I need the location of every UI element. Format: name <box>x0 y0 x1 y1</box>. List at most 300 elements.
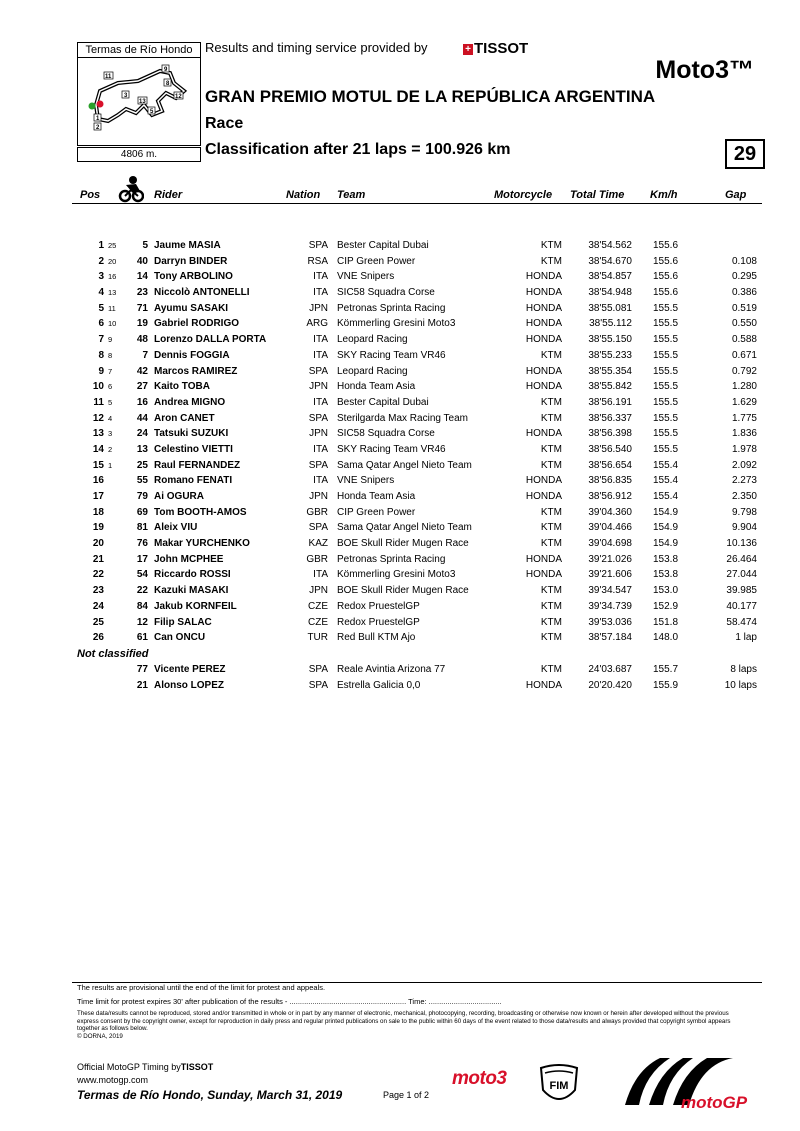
total-time-cell: 38'57.184 <box>588 632 632 644</box>
motorcycle-cell: HONDA <box>525 302 562 314</box>
map-label: 11 <box>105 74 112 80</box>
rider-name-cell: Gabriel RODRIGO <box>154 318 240 330</box>
circuit-name: Termas de Río Hondo <box>77 42 201 58</box>
speed-cell: 155.5 <box>653 318 679 330</box>
points-cell: 2 <box>108 444 113 454</box>
nation-cell: ARG <box>306 318 328 330</box>
rider-number-cell: 27 <box>136 381 148 393</box>
gap-cell: 58.474 <box>726 616 757 628</box>
gap-cell: 39.985 <box>726 585 757 597</box>
motorcycle-cell: KTM <box>540 459 562 471</box>
rider-number-cell: 17 <box>136 553 148 565</box>
table-row <box>0 662 800 678</box>
nation-cell: ITA <box>313 443 328 455</box>
rider-name-cell: Filip SALAC <box>154 616 212 628</box>
website-link[interactable]: www.motogp.com <box>77 1075 149 1085</box>
team-cell: VNE Snipers <box>337 271 395 283</box>
team-cell: SKY Racing Team VR46 <box>337 349 446 361</box>
table-row <box>0 520 800 536</box>
rider-number-cell: 16 <box>136 396 148 408</box>
gap-cell: 2.350 <box>731 491 757 502</box>
team-cell: Reale Avintia Arizona 77 <box>337 663 446 675</box>
not-classified-heading <box>0 646 800 662</box>
rider-name-cell: Alonso LOPEZ <box>154 679 224 691</box>
position-cell: 19 <box>92 522 104 534</box>
gap-cell: 9.904 <box>731 522 757 534</box>
table-row <box>0 238 800 254</box>
total-time-cell: 39'21.026 <box>588 553 632 565</box>
rider-number-cell: 69 <box>136 506 148 518</box>
position-cell: 5 <box>98 302 104 314</box>
rider-number-cell: 23 <box>136 287 148 299</box>
team-cell: BOE Skull Rider Mugen Race <box>337 538 469 550</box>
circuit-length: 4806 m. <box>77 147 201 162</box>
total-time-cell: 38'55.150 <box>588 334 632 346</box>
table-row <box>0 489 800 505</box>
speed-cell: 155.5 <box>653 349 679 361</box>
moto3-logo: moto3 <box>452 1068 507 1089</box>
classification-title: Classification after 21 laps = 100.926 km <box>205 141 511 158</box>
fim-logo <box>537 1064 581 1106</box>
team-cell: Bester Capital Dubai <box>337 240 429 251</box>
speed-cell: 155.5 <box>653 302 679 314</box>
team-cell: Honda Team Asia <box>337 491 416 502</box>
rider-name-cell: Kaito TOBA <box>154 381 210 393</box>
rider-number-cell: 55 <box>136 475 148 487</box>
position-cell: 15 <box>92 459 104 471</box>
position-cell: 18 <box>92 506 104 518</box>
total-time-cell: 38'55.112 <box>589 318 632 330</box>
rider-name-cell: Kazuki MASAKI <box>154 585 229 597</box>
gap-cell: 1.775 <box>731 412 757 424</box>
team-cell: Sama Qatar Angel Nieto Team <box>337 522 472 534</box>
position-cell: 7 <box>98 334 104 346</box>
team-cell: Kömmerling Gresini Moto3 <box>337 569 456 581</box>
speed-cell: 155.5 <box>653 381 679 393</box>
total-time-cell: 39'34.547 <box>588 585 632 597</box>
team-cell: Sama Qatar Angel Nieto Team <box>337 459 472 471</box>
map-label: 12 <box>175 94 182 100</box>
table-row <box>0 364 800 380</box>
motorcycle-cell: HONDA <box>525 475 562 487</box>
table-row <box>0 567 800 583</box>
motorcycle-cell: KTM <box>540 443 562 455</box>
speed-cell: 153.0 <box>653 585 679 597</box>
position-cell: 13 <box>92 428 104 440</box>
position-cell: 4 <box>98 287 104 299</box>
map-label: 3 <box>124 93 128 99</box>
rider-number-cell: 81 <box>136 522 148 534</box>
timing-service-text: Results and timing service provided by <box>205 40 428 55</box>
team-cell: VNE Snipers <box>337 475 395 487</box>
team-cell: SIC58 Squadra Corse <box>337 287 435 299</box>
speed-cell: 154.9 <box>653 506 679 518</box>
points-cell: 16 <box>108 272 117 282</box>
rider-name-cell: Romano FENATI <box>154 475 233 487</box>
tissot-logo <box>463 40 528 57</box>
speed-cell: 155.5 <box>653 365 679 377</box>
nation-cell: ITA <box>313 349 328 361</box>
position-cell: 24 <box>92 600 104 612</box>
total-time-cell: 39'53.036 <box>588 616 632 628</box>
gap-cell: 27.044 <box>726 569 757 581</box>
team-cell: Petronas Sprinta Racing <box>337 302 446 314</box>
rider-number-cell: 48 <box>136 334 148 346</box>
col-pos: Pos <box>80 189 101 201</box>
circuit-map-drawing <box>78 43 200 145</box>
nation-cell: SPA <box>308 663 328 675</box>
rider-name-cell: Riccardo ROSSI <box>154 569 231 581</box>
location-date: Termas de Río Hondo, Sunday, March 31, 2019 <box>77 1088 343 1102</box>
motorcycle-cell: KTM <box>540 412 562 424</box>
nation-cell: ITA <box>313 396 328 408</box>
rider-name-cell: Darryn BINDER <box>154 255 228 267</box>
copyright-notice <box>77 1010 747 1040</box>
nation-cell: JPN <box>309 381 328 393</box>
gap-cell: 0.295 <box>731 271 757 283</box>
rider-number-cell: 76 <box>136 538 148 550</box>
rider-number-cell: 61 <box>136 632 148 644</box>
gap-cell: 2.092 <box>731 459 757 471</box>
nation-cell: ITA <box>313 475 328 487</box>
total-time-cell: 38'56.654 <box>588 459 632 471</box>
speed-cell: 155.5 <box>653 396 679 408</box>
team-cell: Bester Capital Dubai <box>337 396 429 408</box>
gap-cell: 1 lap <box>735 632 757 644</box>
category-title: Moto3™ <box>655 56 754 84</box>
map-label: 9 <box>164 67 168 73</box>
speed-cell: 153.8 <box>653 569 679 581</box>
total-time-cell: 38'55.233 <box>588 349 632 361</box>
table-row <box>0 630 800 646</box>
team-cell: Honda Team Asia <box>337 381 416 393</box>
rider-number-cell: 79 <box>136 491 148 502</box>
points-cell: 6 <box>108 382 113 392</box>
table-row <box>0 348 800 364</box>
rider-name-cell: Jakub KORNFEIL <box>154 600 237 612</box>
team-cell: Redox PruestelGP <box>337 616 420 628</box>
gap-cell: 9.798 <box>731 506 757 518</box>
gap-cell: 1.978 <box>731 443 757 455</box>
gap-cell: 40.177 <box>726 600 757 612</box>
rider-number-cell: 71 <box>136 302 148 314</box>
rider-number-cell: 24 <box>136 428 148 440</box>
rider-number-cell: 7 <box>142 349 148 361</box>
total-time-cell: 38'56.398 <box>588 428 632 440</box>
points-cell: 25 <box>108 241 117 250</box>
gap-cell: 0.108 <box>731 255 757 267</box>
position-cell: 2 <box>98 255 104 267</box>
col-gap: Gap <box>725 189 747 201</box>
position-cell: 25 <box>92 616 104 628</box>
rider-name-cell: Ayumu SASAKI <box>154 302 229 314</box>
map-label: 13 <box>139 99 146 105</box>
points-cell: 7 <box>108 366 113 376</box>
motorcycle-cell: HONDA <box>525 553 562 565</box>
rider-number-cell: 22 <box>136 585 148 597</box>
rider-number-cell: 77 <box>136 663 148 675</box>
table-row <box>0 379 800 395</box>
total-time-cell: 20'20.420 <box>588 679 632 691</box>
speed-cell: 155.4 <box>653 475 679 487</box>
table-row <box>0 285 800 301</box>
table-row <box>0 426 800 442</box>
motorcycle-cell: KTM <box>540 522 562 534</box>
official-timing-text: Official MotoGP Timing by <box>77 1062 181 1072</box>
motorcycle-cell: KTM <box>540 538 562 550</box>
table-row <box>0 301 800 317</box>
total-time-cell: 38'56.191 <box>588 396 632 408</box>
table-row <box>0 442 800 458</box>
total-time-cell: 38'54.562 <box>588 240 632 251</box>
table-row <box>0 583 800 599</box>
rider-number-cell: 42 <box>136 365 148 377</box>
position-cell: 8 <box>98 349 104 361</box>
total-time-cell: 38'54.857 <box>588 271 632 283</box>
motorcycle-cell: HONDA <box>525 491 562 502</box>
position-cell: 1 <box>98 240 104 251</box>
motorcycle-cell: HONDA <box>525 287 562 299</box>
motorcycle-cell: HONDA <box>525 365 562 377</box>
map-label: 2 <box>96 125 100 131</box>
header-divider <box>72 203 762 204</box>
nation-cell: SPA <box>308 240 328 251</box>
rider-number-cell: 44 <box>136 412 148 424</box>
team-cell: Sterilgarda Max Racing Team <box>337 412 468 424</box>
nation-cell: SPA <box>308 679 328 691</box>
map-label: 1 <box>96 116 100 122</box>
gap-cell: 10.136 <box>726 538 757 550</box>
total-time-cell: 39'04.360 <box>588 506 632 518</box>
gap-cell: 1.280 <box>731 381 757 393</box>
nation-cell: ITA <box>313 569 328 581</box>
rider-number-cell: 14 <box>136 271 148 283</box>
col-kmh: Km/h <box>650 189 678 201</box>
table-row <box>0 678 800 694</box>
nation-cell: CZE <box>308 600 328 612</box>
rider-name-cell: Tom BOOTH-AMOS <box>154 506 247 518</box>
nation-cell: GBR <box>306 506 328 518</box>
total-time-cell: 38'56.337 <box>588 412 632 424</box>
laps-count-box: 29 <box>725 139 765 169</box>
rider-name-cell: Dennis FOGGIA <box>154 349 230 361</box>
points-cell: 20 <box>108 256 117 266</box>
total-time-cell: 39'21.606 <box>588 569 632 581</box>
nation-cell: ITA <box>313 271 328 283</box>
motorcycle-cell: KTM <box>540 585 562 597</box>
position-cell: 12 <box>92 412 104 424</box>
motorcycle-cell: KTM <box>540 616 562 628</box>
motorcycle-cell: HONDA <box>525 334 562 346</box>
speed-cell: 155.6 <box>653 287 679 299</box>
nation-cell: JPN <box>309 302 328 314</box>
provisional-notice: The results are provisional until the end of the limit for protest and appeals. <box>77 983 326 992</box>
gap-cell: 0.588 <box>731 334 757 346</box>
rider-number-cell: 12 <box>136 616 148 628</box>
position-cell: 23 <box>92 585 104 597</box>
motorcycle-cell: HONDA <box>525 318 562 330</box>
points-cell: 3 <box>108 429 113 439</box>
official-timing <box>77 1062 213 1072</box>
col-total-time: Total Time <box>570 189 625 201</box>
official-timing-brand: TISSOT <box>180 1062 214 1072</box>
position-cell: 20 <box>92 538 104 550</box>
speed-cell: 155.5 <box>653 428 679 440</box>
col-motorcycle: Motorcycle <box>494 189 553 201</box>
motorcycle-cell: HONDA <box>525 569 562 581</box>
nation-cell: CZE <box>308 616 328 628</box>
table-row <box>0 411 800 427</box>
rider-name-cell: John MCPHEE <box>154 553 224 565</box>
total-time-cell: 38'54.948 <box>588 287 632 299</box>
motorcycle-cell: KTM <box>540 396 562 408</box>
motorcycle-cell: KTM <box>540 663 562 675</box>
not-classified-rows <box>0 662 800 693</box>
rider-number-cell: 84 <box>136 600 148 612</box>
points-cell: 8 <box>108 350 113 360</box>
gap-cell: 0.519 <box>731 302 757 314</box>
speed-cell: 151.8 <box>653 616 679 628</box>
speed-cell: 155.4 <box>653 459 679 471</box>
speed-cell: 154.9 <box>653 538 679 550</box>
position-cell: 26 <box>92 632 104 644</box>
motogp-logo <box>615 1050 765 1112</box>
nation-cell: ITA <box>313 334 328 346</box>
team-cell: Redox PruestelGP <box>337 600 420 612</box>
team-cell: Leopard Racing <box>337 365 408 377</box>
tissot-logo-text: TISSOT <box>474 40 529 57</box>
gap-cell: 2.273 <box>731 475 757 487</box>
team-cell: SKY Racing Team VR46 <box>337 443 446 455</box>
nation-cell: SPA <box>308 365 328 377</box>
rider-name-cell: Can ONCU <box>154 632 206 644</box>
motorcycle-cell: KTM <box>540 632 562 644</box>
rider-name-cell: Makar YURCHENKO <box>154 538 250 550</box>
map-label: 5 <box>150 109 154 115</box>
total-time-cell: 38'55.081 <box>588 302 632 314</box>
total-time-cell: 38'56.835 <box>588 475 632 487</box>
gap-cell: 0.550 <box>731 318 757 330</box>
protest-limit-line: Time limit for protest expires 30' after publication of the results - ........................................................ Time: ................................... <box>77 997 502 1006</box>
event-title: GRAN PREMIO MOTUL DE LA REPÚBLICA ARGENTINA <box>205 87 656 106</box>
points-cell: 13 <box>108 288 117 298</box>
rider-number-cell: 40 <box>136 255 148 267</box>
nation-cell: RSA <box>307 255 328 267</box>
table-row <box>0 505 800 521</box>
copyright-symbol: © DORNA, 2019 <box>77 1032 123 1040</box>
position-cell: 11 <box>93 396 104 408</box>
table-row <box>0 552 800 568</box>
points-cell: 4 <box>108 413 113 423</box>
session-title: Race <box>205 115 244 132</box>
speed-cell: 155.6 <box>653 255 679 267</box>
nation-cell: KAZ <box>308 538 328 550</box>
rider-name-cell: Vicente PEREZ <box>154 663 226 675</box>
rider-number-cell: 19 <box>136 318 148 330</box>
rider-name-cell: Tatsuki SUZUKI <box>154 428 229 440</box>
speed-cell: 153.8 <box>653 553 679 565</box>
nation-cell: JPN <box>309 491 328 502</box>
nation-cell: SPA <box>308 412 328 424</box>
rider-number-cell: 25 <box>136 459 148 471</box>
total-time-cell: 39'34.739 <box>588 600 632 612</box>
speed-cell: 155.5 <box>653 334 679 346</box>
rider-name-cell: Raul FERNANDEZ <box>154 459 241 471</box>
gap-cell: 1.629 <box>731 396 757 408</box>
team-cell: BOE Skull Rider Mugen Race <box>337 585 469 597</box>
rider-name-cell: Lorenzo DALLA PORTA <box>154 334 267 346</box>
table-row <box>0 254 800 270</box>
speed-cell: 155.6 <box>653 240 679 251</box>
position-cell: 9 <box>98 365 104 377</box>
gap-cell: 26.464 <box>726 553 757 565</box>
gap-cell: 1.836 <box>731 428 757 440</box>
rider-name-cell: Marcos RAMIREZ <box>154 365 238 377</box>
rider-name-cell: Jaume MASIA <box>154 240 221 251</box>
table-row <box>0 599 800 615</box>
results-table <box>0 238 800 693</box>
classified-rows <box>0 238 800 646</box>
table-row <box>0 395 800 411</box>
not-classified-label: Not classified <box>77 647 149 660</box>
position-cell: 21 <box>92 553 104 565</box>
points-cell: 9 <box>108 335 113 345</box>
speed-cell: 154.9 <box>653 522 679 534</box>
position-cell: 16 <box>92 475 104 487</box>
points-cell: 11 <box>108 303 116 313</box>
rider-number-cell: 5 <box>142 240 148 251</box>
motorcycle-cell: HONDA <box>525 679 562 691</box>
motorcycle-cell: KTM <box>540 255 562 267</box>
total-time-cell: 38'56.540 <box>588 443 632 455</box>
team-cell: CIP Green Power <box>337 506 416 518</box>
motorcycle-cell: KTM <box>540 240 562 251</box>
points-cell: 10 <box>108 319 117 329</box>
nation-cell: JPN <box>309 428 328 440</box>
nation-cell: ITA <box>313 287 328 299</box>
table-row <box>0 615 800 631</box>
rider-name-cell: Tony ARBOLINO <box>154 271 233 283</box>
points-cell: 1 <box>108 460 113 470</box>
col-team: Team <box>337 189 366 201</box>
rider-number-cell: 21 <box>136 679 148 691</box>
nation-cell: SPA <box>308 522 328 534</box>
col-nation: Nation <box>286 189 321 201</box>
team-cell: CIP Green Power <box>337 255 416 267</box>
team-cell: Petronas Sprinta Racing <box>337 553 446 565</box>
speed-cell: 155.9 <box>653 679 679 691</box>
rider-name-cell: Celestino VIETTI <box>154 443 233 455</box>
nation-cell: GBR <box>306 553 328 565</box>
gap-cell: 10 laps <box>724 679 757 691</box>
speed-cell: 148.0 <box>653 632 679 644</box>
rider-name-cell: Andrea MIGNO <box>154 396 226 408</box>
rider-number-cell: 54 <box>136 569 148 581</box>
team-cell: Estrella Galicia 0,0 <box>337 679 421 691</box>
position-cell: 10 <box>92 381 104 393</box>
rider-name-cell: Aron CANET <box>154 412 215 424</box>
motorcycle-cell: KTM <box>540 600 562 612</box>
motorcycle-cell: HONDA <box>525 271 562 283</box>
speed-cell: 155.6 <box>653 271 679 283</box>
gap-cell: 0.671 <box>731 349 757 361</box>
team-cell: Kömmerling Gresini Moto3 <box>337 318 456 330</box>
motorcycle-cell: HONDA <box>525 428 562 440</box>
fim-logo-text: FIM <box>549 1080 569 1092</box>
rider-name-cell: Niccolò ANTONELLI <box>154 287 250 299</box>
rider-name-cell: Ai OGURA <box>154 491 204 502</box>
table-row <box>0 458 800 474</box>
